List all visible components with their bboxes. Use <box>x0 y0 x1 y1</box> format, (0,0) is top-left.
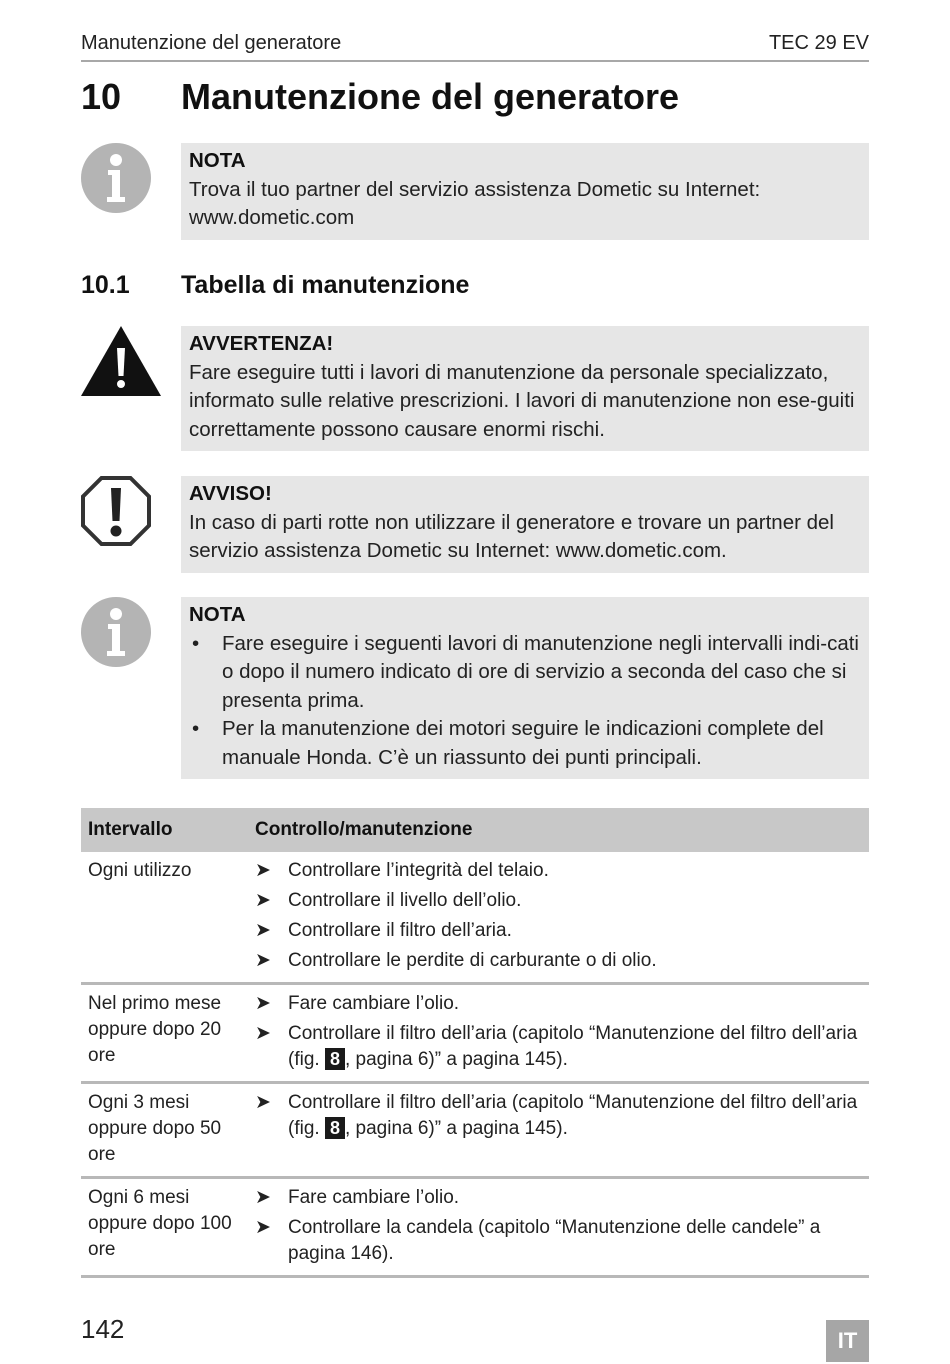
table-row <box>81 852 869 984</box>
action-item <box>255 1215 862 1267</box>
note-text-line1: Trova il tuo partner del servizio assistenza Dometic su Internet: <box>189 177 761 201</box>
page-number: 142 <box>81 1314 125 1344</box>
action-text-post: , pagina 6)” a pagina 145). <box>344 1118 568 1139</box>
action-text: Fare cambiare l’olio. <box>288 1187 460 1208</box>
column-header-maintenance: Controllo/manutenzione <box>248 808 869 852</box>
action-item <box>255 888 862 914</box>
note-text-line2: www.dometic.com <box>189 206 355 229</box>
arrow-icon: ➤ <box>255 1023 271 1044</box>
action-item <box>255 948 862 974</box>
arrow-icon: ➤ <box>255 1092 271 1113</box>
notice-box <box>181 476 869 573</box>
note-bullet-list <box>189 630 861 773</box>
table-header-row <box>81 808 869 852</box>
action-text: Fare cambiare l’olio. <box>288 993 460 1014</box>
action-text-post: , pagina 6)” a pagina 145). <box>344 1049 568 1070</box>
actions-cell <box>248 984 869 1083</box>
note-box <box>181 143 869 240</box>
interval-cell: Ogni 6 mesi oppure dopo 100 ore <box>81 1178 248 1277</box>
action-text-pre: Controllare il filtro dell’aria (capitolo “Manutenzione del filtro dell’aria (fig. <box>288 1023 858 1070</box>
actions-cell <box>248 1083 869 1178</box>
action-text-pre: Controllare il filtro dell’aria (capitolo “Manutenzione del filtro dell’aria (fig. <box>288 1092 858 1139</box>
warning-box <box>181 326 869 451</box>
table-row <box>81 1083 869 1178</box>
action-text: Controllare l’integrità del telaio. <box>288 860 549 881</box>
action-item <box>255 1021 862 1073</box>
figure-reference-badge: 8 <box>325 1048 345 1070</box>
chapter-number: 10 <box>81 76 122 117</box>
running-header-section: Manutenzione del generatore <box>81 32 342 54</box>
note-box-2 <box>181 597 869 779</box>
arrow-icon: ➤ <box>255 920 271 941</box>
note-bullet-item: • Per la manutenzione dei motori seguire le indicazioni complete del manuale Honda. C’è un riassunto dei punti principali. <box>189 715 861 772</box>
note-label: NOTA <box>189 603 246 626</box>
column-header-interval: Intervallo <box>81 808 248 852</box>
action-item <box>255 918 862 944</box>
interval-cell: Ogni 3 mesi oppure dopo 50 ore <box>81 1083 248 1178</box>
warning-label: AVVERTENZA! <box>189 332 334 355</box>
section-number: 10.1 <box>81 271 130 299</box>
info-icon <box>81 143 151 213</box>
notice-label: AVVISO! <box>189 482 272 505</box>
arrow-icon: ➤ <box>255 993 271 1014</box>
arrow-icon: ➤ <box>255 1217 271 1238</box>
running-header <box>81 30 869 62</box>
running-header-model: TEC 29 EV <box>768 32 869 54</box>
arrow-icon: ➤ <box>255 950 271 971</box>
arrow-icon: ➤ <box>255 860 271 881</box>
actions-cell <box>248 1178 869 1277</box>
table-row <box>81 984 869 1083</box>
action-text: Controllare il livello dell’olio. <box>288 890 522 911</box>
action-item <box>255 1185 862 1211</box>
notice-text: In caso di parti rotte non utilizzare il generatore e trovare un partner del servizio assistenza Dometic su Internet: www.dometic.com. <box>189 510 834 562</box>
actions-cell <box>248 852 869 984</box>
note-bullet-item: • Fare eseguire i seguenti lavori di manutenzione negli intervalli indi-cati o dopo il numero indicato di ore di servizio a seconda del caso che si presenta prima. <box>189 630 861 716</box>
action-text: Controllare le perdite di carburante o di olio. <box>288 950 657 971</box>
section-title: Tabella di manutenzione <box>181 271 470 299</box>
interval-cell: Nel primo mese oppure dopo 20 ore <box>81 984 248 1083</box>
table-row <box>81 1178 869 1277</box>
action-item <box>255 1090 862 1142</box>
arrow-icon: ➤ <box>255 890 271 911</box>
arrow-icon: ➤ <box>255 1187 271 1208</box>
action-item <box>255 858 862 884</box>
notice-octagon-icon <box>81 476 151 546</box>
action-item <box>255 991 862 1017</box>
interval-cell: Ogni utilizzo <box>81 852 248 984</box>
language-tab: IT <box>826 1320 869 1362</box>
chapter-title: Manutenzione del generatore <box>181 76 680 117</box>
warning-icon <box>81 326 161 396</box>
action-text: Controllare il filtro dell’aria. <box>288 920 512 941</box>
note-label: NOTA <box>189 149 246 172</box>
info-icon <box>81 597 151 667</box>
figure-reference-badge: 8 <box>325 1117 345 1139</box>
warning-text: Fare eseguire tutti i lavori di manutenzione da personale specializzato, informato sulle relative prescrizioni. I lavori di manutenzione non ese-guiti correttamente possono causare enormi rischi. <box>189 360 855 441</box>
maintenance-table <box>81 808 869 1278</box>
action-text: Controllare la candela (capitolo “Manutenzione delle candele” a pagina 146). <box>288 1217 821 1264</box>
